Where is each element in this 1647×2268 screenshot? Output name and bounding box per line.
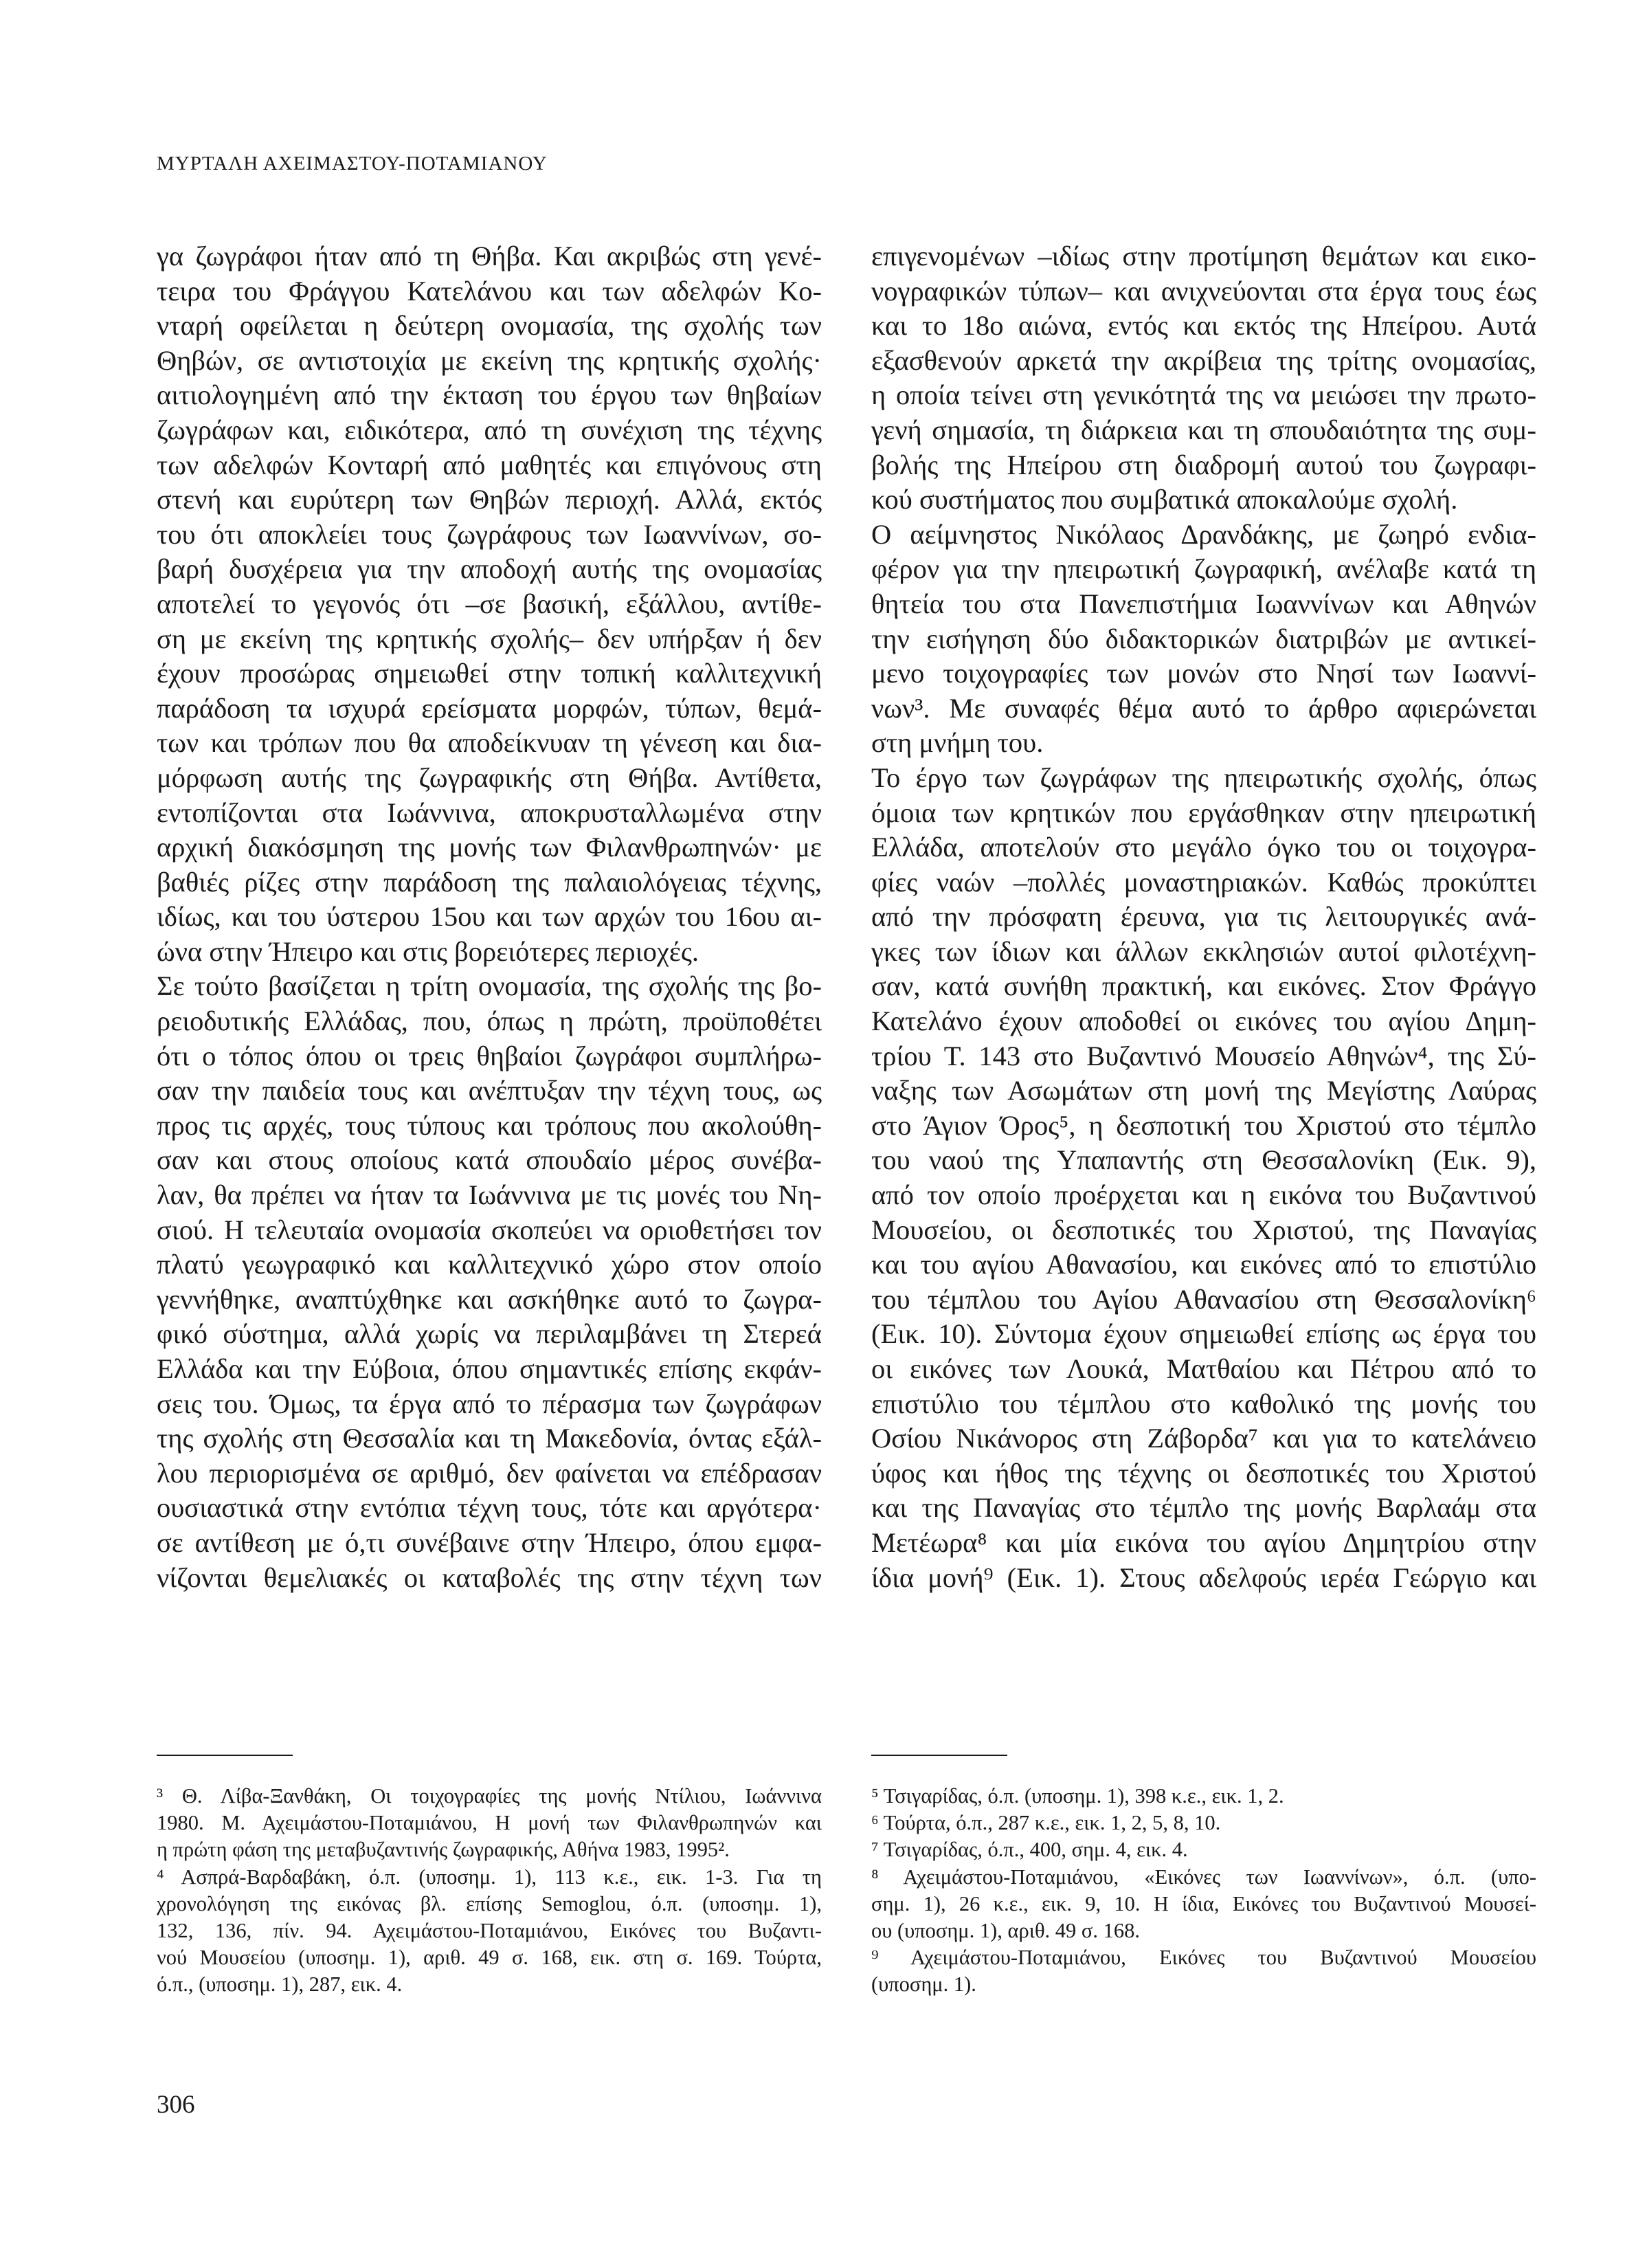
footnote-line: (υποσημ. 1).	[871, 1972, 976, 1997]
text-line: Μουσείου, οι δεσποτικές του Χριστού, της Παναγίας	[871, 1214, 1536, 1245]
footnote-line: ³ Θ. Λίβα-Ξανθάκη, Οι τοιχογραφίες της μονής Ντίλιου, Ιωάννινα	[157, 1784, 822, 1808]
text-line: και το 18ο αιώνα, εντός και εκτός της Ηπείρου. Αυτά	[871, 310, 1536, 342]
footnote-line: η πρώτη φάση της μεταβυζαντινής ζωγραφικής, Αθήνα 1983, 1995².	[157, 1838, 730, 1862]
text-line: αιτιολογημένη από την έκταση του έργου των θηβαίων	[157, 379, 822, 411]
text-line: γεννήθηκε, αναπτύχθηκε και ασκήθηκε αυτό το ζωγρα-	[157, 1283, 822, 1315]
text-line: σεις του. Όμως, τα έργα από το πέρασμα των ζωγράφων	[157, 1388, 822, 1419]
text-line: του ότι αποκλείει τους ζωγράφους των Ιωαννίνων, σο-	[157, 518, 822, 550]
footnotes-right	[871, 1783, 1536, 1999]
text-line: ίδια μονή⁹ (Εικ. 1). Στους αδελφούς ιερέα Γεώργιο και	[871, 1561, 1536, 1593]
text-line: επιστύλιο του τέμπλου στο καθολικό της μονής του	[871, 1388, 1536, 1419]
text-line: βαρή δυσχέρεια για την αποδοχή αυτής της ονομασίας	[157, 553, 822, 585]
text-line: στη μνήμη του.	[871, 727, 1044, 759]
text-line: Ελλάδα και την Εύβοια, όπου σημαντικές επίσης εκφάν-	[157, 1353, 822, 1384]
text-line: τειρα του Φράγγου Κατελάνου και των αδελφών Κο-	[157, 275, 822, 307]
text-line: σαν την παιδεία τους και ανέπτυξαν την τέχνη τους, ως	[157, 1075, 822, 1107]
text-line: αποτελεί το γεγονός ότι –σε βασική, εξάλλου, αντίθε-	[157, 588, 822, 619]
footnote-line: 132, 136, πίν. 94. Αχειμάστου-Ποταμιάνου, Εικόνες του Βυζαντι-	[157, 1918, 822, 1942]
running-head: ΜΥΡΤΑΛΗ ΑΧΕΙΜΑΣΤΟΥ-ΠΟΤΑΜΙΑΝΟΥ	[157, 153, 548, 175]
text-line: όμοια των κρητικών που εργάσθηκαν στην ηπειρωτική	[871, 797, 1536, 828]
footnote-line: ⁸ Αχειμάστου-Ποταμιάνου, «Εικόνες των Ιωαννίνων», ό.π. (υπο-	[871, 1865, 1536, 1889]
page-number: 306	[157, 2091, 195, 2119]
text-line: πλατύ γεωγραφικό και καλλιτεχνικό χώρο στον οποίο	[157, 1249, 822, 1280]
text-line: στενή και ευρύτερη των Θηβών περιοχή. Αλλά, εκτός	[157, 484, 822, 515]
text-line: εντοπίζονται στα Ιωάννινα, αποκρυσταλλωμένα στην	[157, 797, 822, 828]
footnote-line: ⁹ Αχειμάστου-Ποταμιάνου, Εικόνες του Βυζαντινού Μουσείου	[871, 1946, 1536, 1970]
text-line: Το έργο των ζωγράφων της ηπειρωτικής σχολής, όπως	[871, 761, 1536, 793]
text-line: γα ζωγράφοι ήταν από τη Θήβα. Και ακριβώς στη γενέ-	[157, 241, 822, 271]
text-line: φικό σύστημα, αλλά χωρίς να περιλαμβάνει τη Στερεά	[157, 1318, 822, 1350]
text-line: (Εικ. 10). Σύντομα έχουν σημειωθεί επίσης ως έργα του	[871, 1318, 1536, 1350]
text-line: των και τρόπων που θα αποδείκνυαν τη γένεση και δια-	[157, 727, 822, 759]
body-column-right	[871, 239, 1536, 1595]
footnote-line: χρονολόγηση της εικόνας βλ. επίσης Semoglou, ό.π. (υποσημ. 1),	[157, 1891, 822, 1915]
text-line: των αδελφών Κονταρή από μαθητές και επιγόνους στη	[157, 449, 822, 480]
text-line: εξασθενούν αρκετά την ακρίβεια της τρίτης ονομασίας,	[871, 344, 1536, 376]
text-line: παράδοση τα ισχυρά ερείσματα μορφών, τύπων, θεμά-	[157, 692, 822, 724]
footnote-line: 1980. Μ. Αχειμάστου-Ποταμιάνου, Η μονή των Φιλανθρωπηνών και	[157, 1811, 822, 1835]
text-line: ιδίως, και του ύστερου 15ου και των αρχών του 16ου αι-	[157, 901, 822, 933]
text-line: ύφος και ήθος της τέχνης οι δεσποτικές του Χριστού	[871, 1457, 1536, 1489]
text-line: στο Άγιον Όρος⁵, η δεσποτική του Χριστού στο τέμπλο	[871, 1109, 1536, 1141]
footnote-line: ⁵ Τσιγαρίδας, ό.π. (υποσημ. 1), 398 κ.ε., εικ. 1, 2.	[871, 1784, 1284, 1808]
text-line: βαθιές ρίζες στην παράδοση της παλαιολόγειας τέχνης,	[157, 866, 822, 898]
text-line: και του αγίου Αθανασίου, και εικόνες από το επιστύλιο	[871, 1249, 1536, 1280]
text-line: ναξης των Ασωμάτων στη μονή της Μεγίστης Λαύρας	[871, 1075, 1536, 1107]
footnote-line: ⁷ Τσιγαρίδας, ό.π., 400, σημ. 4, εικ. 4.	[871, 1838, 1188, 1862]
text-line: μενο τοιχογραφίες των μονών στο Νησί των Ιωαννί-	[871, 658, 1536, 689]
footnote-line: ου (υποσημ. 1), αριθ. 49 σ. 168.	[871, 1918, 1140, 1942]
text-line: την εισήγηση δύο διδακτορικών διατριβών με αντικεί-	[871, 623, 1536, 654]
text-line: έχουν προσώρας σημειωθεί στην τοπική καλλιτεχνική	[157, 658, 822, 689]
footnote-line: σημ. 1), 26 κ.ε., εικ. 9, 10. Η ίδια, Εικόνες του Βυζαντινού Μουσεί-	[871, 1891, 1536, 1915]
text-line: βολής της Ηπείρου στη διαδρομή αυτού του ζωγραφι-	[871, 449, 1536, 480]
text-line: νταρή οφείλεται η δεύτερη ονομασία, της σχολής των	[157, 310, 822, 342]
text-line: ουσιαστικά στην εντόπια τέχνη τους, τότε και αργότερα·	[157, 1492, 822, 1524]
text-line: Σε τούτο βασίζεται η τρίτη ονομασία, της σχολής της βο-	[157, 970, 822, 1002]
text-line: αρχική διακόσμηση της μονής των Φιλανθρωπηνών· με	[157, 832, 822, 863]
text-line: μόρφωση αυτής της ζωγραφικής στη Θήβα. Αντίθετα,	[157, 761, 822, 793]
text-line: φίες ναών –πολλές μοναστηριακών. Καθώς προκύπτει	[871, 866, 1536, 898]
text-line: Κατελάνο έχουν αποδοθεί οι εικόνες του αγίου Δημη-	[871, 1005, 1536, 1037]
text-line: Ο αείμνηστος Νικόλαος Δρανδάκης, με ζωηρό ενδια-	[871, 518, 1536, 550]
text-line: θητεία του στα Πανεπιστήμια Ιωαννίνων και Αθηνών	[871, 588, 1536, 619]
footnote-line: ό.π., (υποσημ. 1), 287, εικ. 4.	[157, 1972, 403, 1997]
footnote-line: ⁶ Τούρτα, ό.π., 287 κ.ε., εικ. 1, 2, 5, 8, 10.	[871, 1811, 1221, 1835]
text-line: νογραφικών τύπων– και ανιχνεύονται στα έργα τους έως	[871, 275, 1536, 307]
text-line: Οσίου Νικάνορος στη Ζάβορδα⁷ και για το κατελάνειο	[871, 1423, 1536, 1454]
text-line: λου περιορισμένα σε αριθμό, δεν φαίνεται να επέδρασαν	[157, 1457, 822, 1489]
text-line: ρειοδυτικής Ελλάδας, που, όπως η πρώτη, προϋποθέτει	[157, 1005, 822, 1037]
text-line: ότι ο τόπος όπου οι τρεις θηβαίοι ζωγράφοι συμπλήρω-	[157, 1040, 822, 1071]
text-line: ζωγράφων και, ειδικότερα, από τη συνέχιση της τέχνης	[157, 414, 822, 445]
text-line: σαν, κατά συνήθη πρακτική, και εικόνες. Στον Φράγγο	[871, 970, 1536, 1002]
text-line: επιγενομένων –ιδίως στην προτίμηση θεμάτων και εικο-	[871, 241, 1536, 271]
text-line: τρίου Τ. 143 στο Βυζαντινό Μουσείο Αθηνών⁴, της Σύ-	[871, 1040, 1536, 1071]
text-line: ώνα στην Ήπειρο και στις βορειότερες περιοχές.	[157, 935, 699, 967]
footnotes-left	[157, 1783, 822, 1999]
footnote-separator	[871, 1755, 1007, 1756]
text-line: η οποία τείνει στη γενικότητά της να μειώσει την πρωτο-	[871, 379, 1536, 411]
text-line: νων³. Με συναφές θέμα αυτό το άρθρο αφιερώνεται	[871, 692, 1536, 724]
text-line: προς τις αρχές, τους τύπους και τρόπους που ακολούθη-	[157, 1109, 822, 1141]
text-line: σε αντίθεση με ό,τι συνέβαινε στην Ήπειρο, όπου εμφα-	[157, 1526, 822, 1558]
text-line: γενή σημασία, τη διάρκεια και τη σπουδαιότητα της συμ-	[871, 414, 1536, 445]
text-line: φέρον για την ηπειρωτική ζωγραφική, ανέλαβε κατά τη	[871, 553, 1536, 585]
text-line: νίζονται θεμελιακές οι καταβολές της στην τέχνη των	[157, 1561, 822, 1593]
footnote-line: νού Μουσείου (υποσημ. 1), αριθ. 49 σ. 168, εικ. στη σ. 169. Τούρτα,	[157, 1946, 822, 1970]
text-line: οι εικόνες των Λουκά, Ματθαίου και Πέτρου από το	[871, 1353, 1536, 1384]
text-line: από την πρόσφατη έρευνα, για τις λειτουργικές ανά-	[871, 901, 1536, 933]
text-line: Θηβών, σε αντιστοιχία με εκείνη της κρητικής σχολής·	[157, 344, 822, 376]
text-line: Μετέωρα⁸ και μία εικόνα του αγίου Δημητρίου στην	[871, 1526, 1536, 1558]
text-line: του τέμπλου του Αγίου Αθανασίου στη Θεσσαλονίκη⁶	[871, 1283, 1536, 1315]
text-line: λαν, θα πρέπει να ήταν τα Ιωάννινα με τις μονές του Νη-	[157, 1179, 822, 1211]
text-line: ση με εκείνη της κρητικής σχολής– δεν υπήρξαν ή δεν	[157, 623, 822, 654]
body-column-left	[157, 239, 822, 1595]
text-line: της σχολής στη Θεσσαλία και τη Μακεδονία, όντας εξάλ-	[157, 1423, 822, 1454]
footnote-separator	[157, 1755, 293, 1756]
text-line: από τον οποίο προέρχεται και η εικόνα του Βυζαντινού	[871, 1179, 1536, 1211]
text-line: κού συστήματος που συμβατικά αποκαλούμε σχολή.	[871, 484, 1458, 515]
text-line: σιού. Η τελευταία ονομασία σκοπεύει να οριοθετήσει τον	[157, 1214, 822, 1245]
text-line: γκες των ίδιων και άλλων εκκλησιών αυτοί φιλοτέχνη-	[871, 935, 1536, 967]
text-line: του ναού της Υπαπαντής στη Θεσσαλονίκη (Εικ. 9),	[871, 1144, 1536, 1176]
footnote-line: ⁴ Ασπρά-Βαρδαβάκη, ό.π. (υποσημ. 1), 113 κ.ε., εικ. 1-3. Για τη	[157, 1865, 822, 1889]
text-line: Ελλάδα, αποτελούν στο μεγάλο όγκο του οι τοιχογρα-	[871, 832, 1536, 863]
text-line: σαν και στους οποίους κατά σπουδαίο μέρος συνέβα-	[157, 1144, 822, 1176]
text-line: και της Παναγίας στο τέμπλο της μονής Βαρλαάμ στα	[871, 1492, 1536, 1524]
